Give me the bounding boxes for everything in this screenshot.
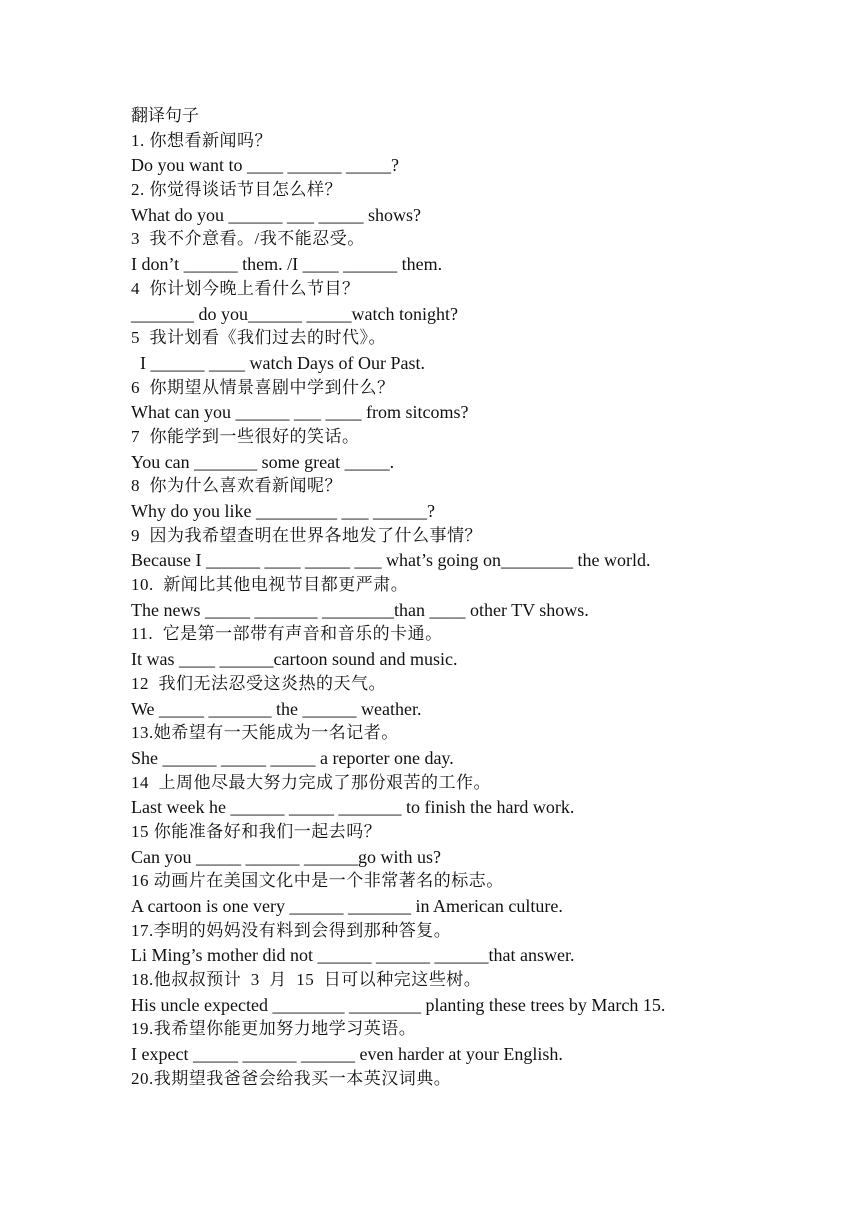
question-1-chinese: 1. 你想看新闻吗？ xyxy=(131,130,272,150)
question-3-english: I don’t ______ them. /I ____ ______ them. xyxy=(131,254,443,275)
question-7-chinese: 7 你能学到一些很好的笑话。 xyxy=(131,426,360,446)
question-9-english: Because I ______ ____ _____ ___ what’s going on________ the world. xyxy=(131,550,651,571)
question-10-english: The news _____ _______ ________than ____ other TV shows. xyxy=(131,599,589,620)
document-title: 翻译句子 xyxy=(131,106,199,125)
question-6-chinese: 6 你期望从情景喜剧中学到什么？ xyxy=(131,377,395,397)
question-8-chinese: 8 你为什么喜欢看新闻呢？ xyxy=(131,476,342,496)
question-15-english: Can you _____ ______ ______go with us? xyxy=(131,846,441,867)
question-20-chinese: 20.我期望我爸爸会给我买一本英汉词典。 xyxy=(131,1068,452,1088)
question-15-chinese: 15 你能准备好和我们一起去吗？ xyxy=(131,821,382,841)
question-19-english: I expect _____ ______ ______ even harder at your English. xyxy=(131,1044,563,1065)
question-13-english: She ______ _____ _____ a reporter one day. xyxy=(131,747,454,768)
question-6-english: What can you ______ ___ ____ from sitcoms? xyxy=(131,402,469,423)
question-14-english: Last week he ______ _____ _______ to finish the hard work. xyxy=(131,797,575,818)
question-7-english: You can _______ some great _____. xyxy=(131,451,395,472)
question-11-english: It was ____ ______cartoon sound and music. xyxy=(131,649,458,670)
document-body xyxy=(131,104,831,1092)
question-1-english: Do you want to ____ ______ _____? xyxy=(131,155,399,176)
question-11-chinese: 11. 它是第一部带有声音和音乐的卡通。 xyxy=(131,624,443,644)
question-14-chinese: 14 上周他尽最大努力完成了那份艰苦的工作。 xyxy=(131,772,491,792)
question-4-chinese: 4 你计划今晚上看什么节目？ xyxy=(131,278,360,298)
question-2-chinese: 2. 你觉得谈话节目怎么样？ xyxy=(131,180,342,200)
question-17-english: Li Ming’s mother did not ______ ______ ______that answer. xyxy=(131,945,575,966)
question-9-chinese: 9 因为我希望查明在世界各地发了什么事情？ xyxy=(131,525,482,545)
question-12-chinese: 12 我们无法忍受这炎热的天气。 xyxy=(131,673,386,693)
question-19-chinese: 19.我希望你能更加努力地学习英语。 xyxy=(131,1019,417,1039)
question-18-chinese: 18.他叔叔预计 3 月 15 日可以种完这些树。 xyxy=(131,970,482,990)
question-18-english: His uncle expected ________ ________ planting these trees by March 15. xyxy=(131,994,666,1015)
question-16-english: A cartoon is one very ______ _______ in American culture. xyxy=(131,896,563,916)
question-13-chinese: 13.她希望有一天能成为一名记者。 xyxy=(131,723,399,743)
question-2-english: What do you ______ ___ _____ shows? xyxy=(131,204,421,225)
question-4-english: _______ do you______ _____watch tonight? xyxy=(131,303,458,324)
question-16-chinese: 16 动画片在美国文化中是一个非常著名的标志。 xyxy=(131,871,504,891)
question-12-english: We _____ _______ the ______ weather. xyxy=(131,698,422,719)
question-17-chinese: 17.李明的妈妈没有料到会得到那种答复。 xyxy=(131,920,452,940)
question-8-english: Why do you like _________ ___ ______? xyxy=(131,501,435,521)
question-5-chinese: 5 我计划看《我们过去的时代》。 xyxy=(131,328,386,348)
question-3-chinese: 3 我不介意看。/我不能忍受。 xyxy=(131,229,365,249)
question-5-english: I ______ ____ watch Days of Our Past. xyxy=(131,352,425,373)
question-10-chinese: 10. 新闻比其他电视节目都更严肃。 xyxy=(131,575,409,595)
